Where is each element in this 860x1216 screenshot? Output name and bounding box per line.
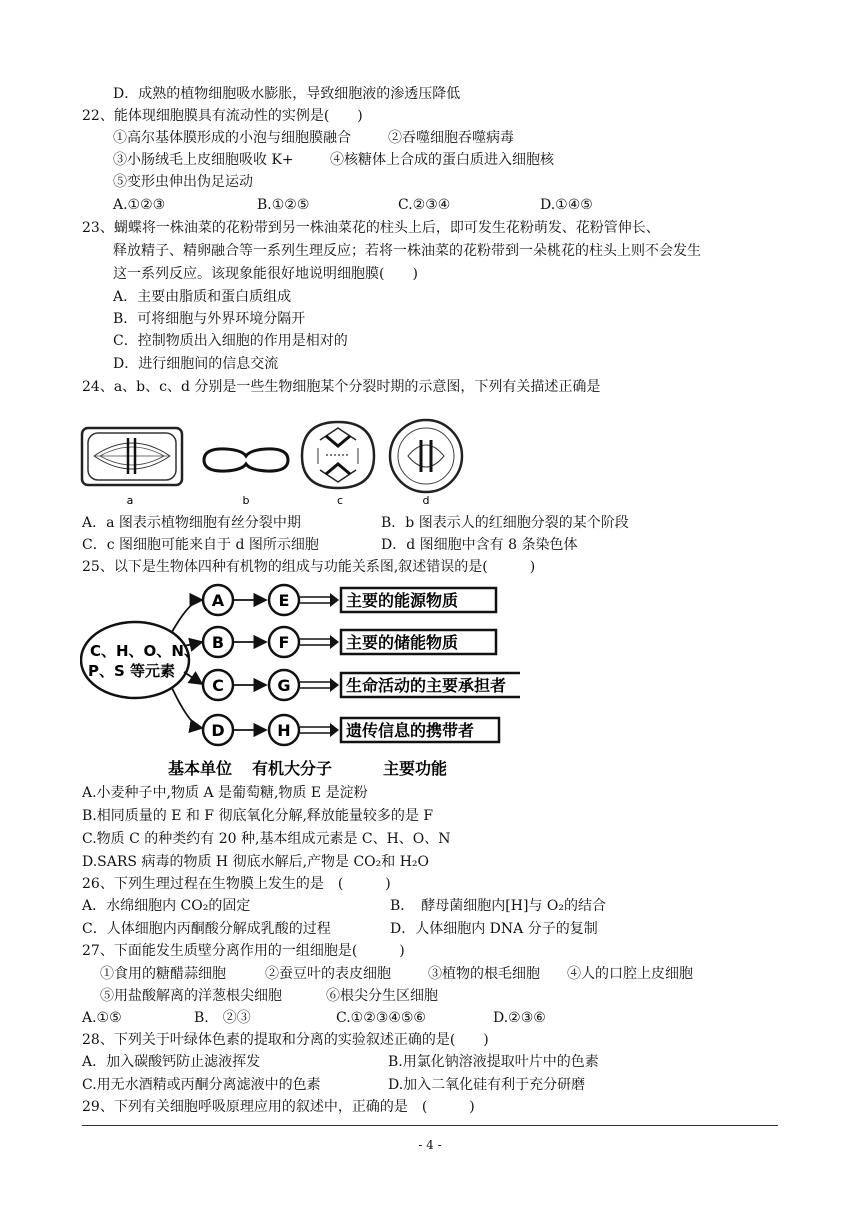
function-text-4: 遗传信息的携带者 bbox=[346, 721, 475, 740]
macro-label-g: G bbox=[277, 676, 291, 695]
q25-option-b: B.相同质量的 E 和 F 彻底氧化分解,释放能量较多的是 F bbox=[82, 808, 434, 824]
elements-line-1: C、H、O、N、 bbox=[90, 642, 199, 660]
q26-option-d: D．人体细胞内 DNA 分子的复制 bbox=[390, 921, 598, 937]
q26-option-a: A．水绵细胞内 CO₂的固定 bbox=[82, 898, 251, 914]
q27-option-a: A.①⑤ bbox=[82, 1010, 122, 1026]
q22-item-2: ②吞噬细胞吞噬病毒 bbox=[388, 130, 514, 146]
figure-d-animal-cell bbox=[390, 420, 462, 492]
footer-main-function: 主要功能 bbox=[383, 759, 448, 778]
figure-a-plant-cell bbox=[82, 428, 182, 485]
q27-item-1: ①食用的糖醋蒜细胞 bbox=[100, 966, 226, 982]
q28-option-c: C.用无水酒精或丙酮分离滤液中的色素 bbox=[82, 1077, 321, 1093]
unit-label-a: A bbox=[211, 591, 225, 610]
q22-option-a: A.①②③ bbox=[113, 197, 166, 213]
q29-stem: 29、下列有关细胞呼吸原理应用的叙述中，正确的是 ( ) bbox=[82, 1099, 475, 1115]
macro-label-f: F bbox=[278, 633, 290, 652]
q22-item-1: ①高尔基体膜形成的小泡与细胞膜融合 bbox=[113, 130, 351, 146]
figure-label-d: d bbox=[422, 494, 430, 507]
q23-option-b: B．可将细胞与外界环境分隔开 bbox=[113, 311, 306, 327]
figure-c-animal-cell bbox=[302, 422, 374, 488]
q23-stem-line-2: 释放精子、精卵融合等一系列生理反应；若将一株油菜的花粉带到一朵桃花的柱头上则不会发生 bbox=[113, 243, 701, 259]
q23-stem-line-1: 23、蝴蝶将一株油菜的花粉带到另一株油菜花的柱头上后，即可发生花粉萌发、花粉管伸长、 bbox=[82, 220, 660, 236]
q27-stem: 27、下面能发生质壁分离作用的一组细胞是( ) bbox=[82, 943, 405, 959]
q27-option-c: C.①②③④⑤⑥ bbox=[336, 1010, 426, 1026]
macro-label-e: E bbox=[278, 591, 290, 610]
q26-option-c: C．人体细胞内丙酮酸分解成乳酸的过程 bbox=[82, 921, 331, 937]
unit-label-d: D bbox=[211, 721, 225, 740]
q26-option-b: B． 酵母菌细胞内[H]与 O₂的结合 bbox=[390, 898, 606, 914]
q25-option-d: D.SARS 病毒的物质 H 彻底水解后,产物是 CO₂和 H₂O bbox=[82, 854, 430, 870]
figure-b-dividing-cell bbox=[204, 449, 288, 471]
q28-option-b: B.用氯化钠溶液提取叶片中的色素 bbox=[388, 1054, 599, 1070]
cell-division-figure bbox=[80, 408, 480, 514]
q24-option-c: C．c 图细胞可能来自于 d 图所示细胞 bbox=[82, 537, 319, 553]
function-text-1: 主要的能源物质 bbox=[346, 591, 459, 610]
q28-option-a: A．加入碳酸钙防止滤液挥发 bbox=[82, 1054, 261, 1070]
figure-label-b: b bbox=[242, 494, 250, 507]
q24-option-d: D．d 图细胞中含有 8 条染色体 bbox=[381, 537, 578, 553]
function-text-2: 主要的储能物质 bbox=[346, 633, 459, 652]
unit-label-c: C bbox=[212, 676, 224, 695]
q27-item-2: ②蚕豆叶的表皮细胞 bbox=[265, 966, 391, 982]
footer-rule bbox=[82, 1125, 778, 1126]
function-text-3: 生命活动的主要承担者 bbox=[346, 676, 507, 695]
q27-item-5: ⑤用盐酸解离的洋葱根尖细胞 bbox=[100, 988, 282, 1004]
q25-option-c: C.物质 C 的种类约有 20 种,基本组成元素是 C、H、O、N bbox=[82, 831, 451, 847]
q23-stem-line-3: 这一系列反应。该现象能很好地说明细胞膜( ) bbox=[113, 266, 418, 282]
q22-stem: 22、能体现细胞膜具有流动性的实例是( ) bbox=[82, 108, 363, 124]
figure-label-a: a bbox=[126, 494, 134, 507]
q22-item-5: ⑤变形虫伸出伪足运动 bbox=[113, 174, 253, 190]
q22-item-4: ④核糖体上合成的蛋白质进入细胞核 bbox=[330, 152, 554, 168]
q28-option-d: D.加入二氧化硅有利于充分研磨 bbox=[388, 1077, 586, 1093]
footer-basic-unit: 基本单位 bbox=[168, 759, 233, 778]
q23-option-c: C．控制物质出入细胞的作用是相对的 bbox=[113, 333, 348, 349]
q24-option-a: A．a 图表示植物细胞有丝分裂中期 bbox=[82, 515, 301, 531]
organic-compound-diagram bbox=[80, 580, 520, 785]
page-number: - 4 - bbox=[418, 1138, 442, 1152]
q25-option-a: A.小麦种子中,物质 A 是葡萄糖,物质 E 是淀粉 bbox=[82, 785, 368, 801]
figure-label-c: c bbox=[336, 494, 344, 507]
footer-macromolecule: 有机大分子 bbox=[252, 759, 333, 778]
q24-option-b: B．b 图表示人的红细胞分裂的某个阶段 bbox=[381, 515, 629, 531]
unit-label-b: B bbox=[211, 633, 225, 652]
q21-option-d: D．成熟的植物细胞吸水膨胀，导致细胞液的渗透压降低 bbox=[113, 86, 461, 102]
q27-item-3: ③植物的根毛细胞 bbox=[428, 966, 540, 982]
q28-stem: 28、下列关于叶绿体色素的提取和分离的实验叙述正确的是( ) bbox=[82, 1032, 489, 1048]
q22-option-b: B.①②⑤ bbox=[257, 197, 310, 213]
q22-option-d: D.①④⑤ bbox=[540, 197, 593, 213]
q25-stem: 25、以下是生物体四种有机物的组成与功能关系图,叙述错误的是( ) bbox=[82, 559, 536, 575]
elements-line-2: P、S 等元素 bbox=[88, 662, 176, 680]
q22-item-3: ③小肠绒毛上皮细胞吸收 K+ bbox=[113, 152, 294, 168]
q27-option-d: D.②③⑥ bbox=[493, 1010, 546, 1026]
q27-item-4: ④人的口腔上皮细胞 bbox=[567, 966, 693, 982]
q26-stem: 26、下列生理过程在生物膜上发生的是 ( ) bbox=[82, 876, 391, 892]
q27-item-6: ⑥根尖分生区细胞 bbox=[326, 988, 438, 1004]
macro-label-h: H bbox=[277, 721, 291, 740]
q27-option-b: B. ②③ bbox=[194, 1010, 251, 1026]
q23-option-d: D．进行细胞间的信息交流 bbox=[113, 356, 279, 372]
elements-ellipse bbox=[81, 622, 189, 698]
q23-option-a: A．主要由脂质和蛋白质组成 bbox=[113, 289, 292, 305]
q22-option-c: C.②③④ bbox=[398, 197, 451, 213]
q24-stem: 24、a、b、c、d 分别是一些生物细胞某个分裂时期的示意图，下列有关描述正确是 bbox=[82, 379, 601, 395]
